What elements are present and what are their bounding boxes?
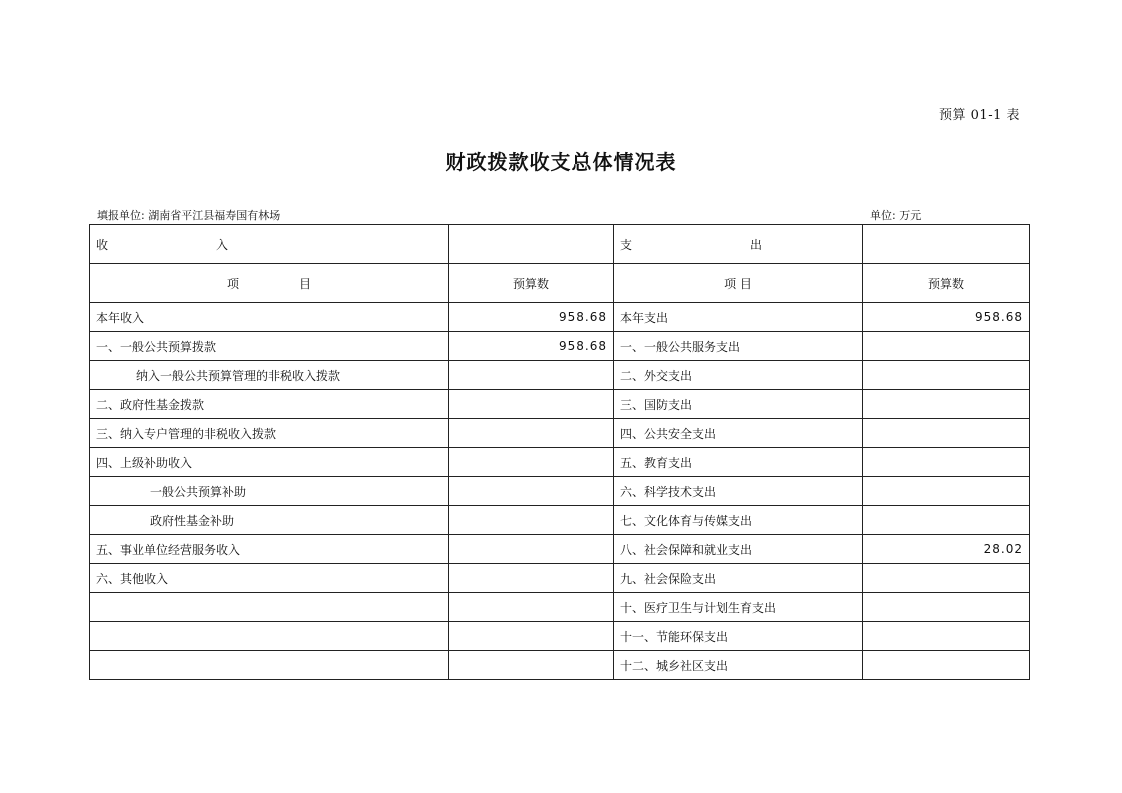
income-budget-header: 预算数 <box>449 264 614 303</box>
income-value-cell <box>449 622 614 651</box>
table-row <box>90 593 1030 622</box>
income-item-cell: 四、上级补助收入 <box>90 448 449 477</box>
expense-value-cell <box>863 477 1030 506</box>
table-row <box>90 506 1030 535</box>
expense-item-cell: 六、科学技术支出 <box>614 477 863 506</box>
income-value-cell: 958.68 <box>449 303 614 332</box>
page-title: 财政拨款收支总体情况表 <box>445 150 677 174</box>
income-item-cell: 一、一般公共预算拨款 <box>90 332 449 361</box>
income-value-cell <box>449 506 614 535</box>
income-item-header <box>90 264 449 303</box>
expense-value-cell: 28.02 <box>863 535 1030 564</box>
reporting-unit: 填报单位: 湖南省平江县福寿国有林场 <box>97 209 281 222</box>
expense-item-cell: 十、医疗卫生与计划生育支出 <box>614 593 863 622</box>
expense-item-cell: 本年支出 <box>614 303 863 332</box>
income-item-cell <box>90 622 449 651</box>
income-item-cell: 纳入一般公共预算管理的非税收入拨款 <box>90 361 449 390</box>
expense-value-cell <box>863 564 1030 593</box>
table-row <box>90 332 1030 361</box>
expense-value-cell <box>863 390 1030 419</box>
empty-header-cell <box>449 225 614 264</box>
expense-value-cell <box>863 506 1030 535</box>
income-value-cell <box>449 448 614 477</box>
expense-value-cell <box>863 332 1030 361</box>
currency-unit: 单位: 万元 <box>870 209 922 222</box>
table-row <box>90 390 1030 419</box>
table-row <box>90 361 1030 390</box>
expense-item-cell: 八、社会保障和就业支出 <box>614 535 863 564</box>
section-header-row <box>90 225 1030 264</box>
income-value-cell <box>449 390 614 419</box>
expense-value-cell: 958.68 <box>863 303 1030 332</box>
budget-table <box>89 224 1030 680</box>
table-row <box>90 419 1030 448</box>
table-row <box>90 622 1030 651</box>
expense-section-header <box>614 225 863 264</box>
expense-label-b: 出 <box>750 237 763 252</box>
table-row <box>90 535 1030 564</box>
form-number: 预算 01-1 表 <box>939 108 1020 123</box>
income-section-header <box>90 225 449 264</box>
income-item-cell: 二、政府性基金拨款 <box>90 390 449 419</box>
income-item-cell: 一般公共预算补助 <box>90 477 449 506</box>
expense-value-cell <box>863 448 1030 477</box>
expense-item-cell: 四、公共安全支出 <box>614 419 863 448</box>
table-row <box>90 448 1030 477</box>
income-value-cell <box>449 651 614 680</box>
expense-label-a: 支 <box>620 237 633 252</box>
expense-value-cell <box>863 419 1030 448</box>
income-value-cell <box>449 593 614 622</box>
item-label-b: 目 <box>299 276 312 291</box>
income-item-cell: 六、其他收入 <box>90 564 449 593</box>
expense-item-header: 项 目 <box>614 264 863 303</box>
income-value-cell: 958.68 <box>449 332 614 361</box>
empty-header-cell <box>863 225 1030 264</box>
expense-item-cell: 十一、节能环保支出 <box>614 622 863 651</box>
income-item-cell <box>90 651 449 680</box>
item-label-a: 项 <box>226 276 239 291</box>
table-row <box>90 303 1030 332</box>
income-label-a: 收 <box>96 237 109 252</box>
expense-item-cell: 一、一般公共服务支出 <box>614 332 863 361</box>
expense-value-cell <box>863 651 1030 680</box>
income-label-b: 入 <box>216 237 229 252</box>
expense-item-cell: 九、社会保险支出 <box>614 564 863 593</box>
income-item-cell: 政府性基金补助 <box>90 506 449 535</box>
expense-value-cell <box>863 361 1030 390</box>
expense-value-cell <box>863 593 1030 622</box>
expense-item-cell: 七、文化体育与传媒支出 <box>614 506 863 535</box>
income-item-cell: 五、事业单位经营服务收入 <box>90 535 449 564</box>
column-header-row <box>90 264 1030 303</box>
income-item-cell: 三、纳入专户管理的非税收入拨款 <box>90 419 449 448</box>
expense-item-cell: 三、国防支出 <box>614 390 863 419</box>
income-value-cell <box>449 419 614 448</box>
income-value-cell <box>449 361 614 390</box>
expense-item-cell: 十二、城乡社区支出 <box>614 651 863 680</box>
expense-budget-header: 预算数 <box>863 264 1030 303</box>
table-row <box>90 477 1030 506</box>
income-item-cell: 本年收入 <box>90 303 449 332</box>
table-row <box>90 651 1030 680</box>
income-value-cell <box>449 564 614 593</box>
income-value-cell <box>449 535 614 564</box>
income-value-cell <box>449 477 614 506</box>
expense-value-cell <box>863 622 1030 651</box>
expense-item-cell: 二、外交支出 <box>614 361 863 390</box>
table-row <box>90 564 1030 593</box>
income-item-cell <box>90 593 449 622</box>
expense-item-cell: 五、教育支出 <box>614 448 863 477</box>
